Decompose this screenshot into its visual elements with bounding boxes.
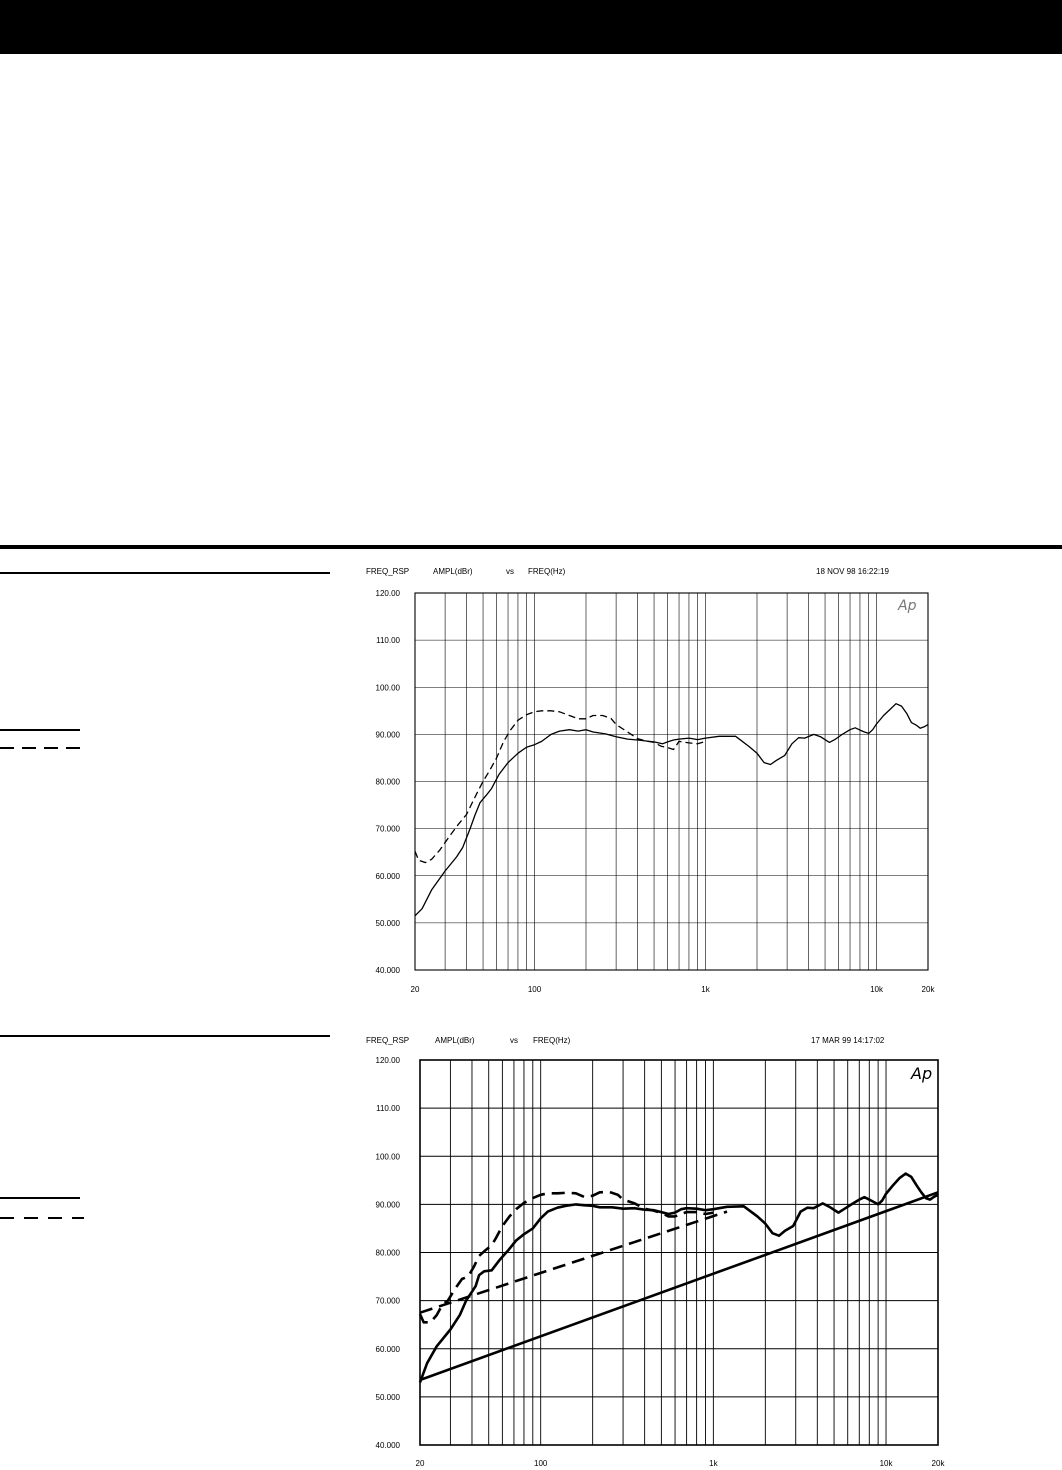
chart-1-y-tick-label: 50.000 [375,918,400,928]
chart-2-x-tick-label: 10k [879,1459,893,1468]
chart-1-y-tick-label: 100.00 [375,683,400,693]
chart2-legend-dashed-key [0,1216,84,1220]
chart-1-header-vs: vs [506,567,514,576]
chart1-legend-solid-key [0,728,84,732]
chart-2-ap-logo: Ap [911,1064,933,1083]
chart-1-header-label: FREQ_RSP [366,567,410,576]
chart-1-svg [358,562,948,1002]
chart-1-x-tick-label: 10k [870,985,883,994]
chart-2-header-vs: vs [510,1036,518,1045]
chart-2-svg [358,1030,948,1470]
chart-2-y-tick-label: 120.00 [375,1056,400,1065]
chart-1-y-tick-label: 60.000 [375,871,400,881]
chart2-legend-solid-key [0,1196,84,1200]
chart-2-x-tick-label: 20 [415,1459,425,1468]
chart-2-y-tick-label: 70.000 [375,1296,400,1306]
chart-1-header-y-quantity: AMPL(dBr) [433,567,473,576]
chart-2-y-tick-label: 110.00 [376,1104,400,1114]
chart-1-y-tick-label: 110.00 [376,636,400,646]
top-black-bar [0,0,1062,54]
chart-1-y-tick-label: 80.000 [375,777,400,787]
chart1-legend-dashed-key [0,746,84,750]
chart-2-y-tick-label: 40.000 [375,1441,400,1450]
chart-1-y-tick-label: 70.000 [375,824,400,834]
frequency-response-chart-2 [358,1030,948,1470]
chart-2-y-tick-label: 90.000 [375,1200,400,1210]
chart-1-x-tick-label: 20k [921,985,935,994]
chart-1-x-tick-label: 20 [410,985,420,994]
chart-2-y-tick-label: 80.000 [375,1248,400,1258]
chart-1-ap-logo: Ap [898,598,917,614]
chart-1-header-x-quantity: FREQ(Hz) [528,567,566,576]
chart-2-y-tick-label: 50.000 [375,1392,400,1402]
chart-1-y-tick-label: 90.000 [375,730,400,740]
chart-2-header-x-quantity: FREQ(Hz) [533,1036,571,1045]
chart-2-x-tick-label: 1k [709,1459,718,1468]
chart-2-x-tick-label: 100 [534,1459,548,1468]
chart-1-x-tick-label: 100 [527,985,542,994]
chart-2-header-label: FREQ_RSP [366,1036,410,1045]
chart-2-timestamp: 17 MAR 99 14:17:02 [811,1036,885,1045]
chart-1-y-tick-label: 120.00 [375,589,400,598]
chart-2-x-tick-label: 20k [931,1459,945,1468]
chart1-side-rule [0,572,330,574]
chart2-side-rule [0,1035,330,1037]
section-divider [0,545,1062,549]
chart-2-y-tick-label: 100.00 [375,1152,400,1162]
chart-2-header-y-quantity: AMPL(dBr) [435,1036,475,1045]
frequency-response-chart-1 [358,562,948,1002]
chart-2-y-tick-label: 60.000 [375,1344,400,1354]
chart-1-timestamp: 18 NOV 98 16:22:19 [816,567,889,576]
chart-1-y-tick-label: 40.000 [375,966,400,975]
chart-1-x-tick-label: 1k [701,985,710,994]
